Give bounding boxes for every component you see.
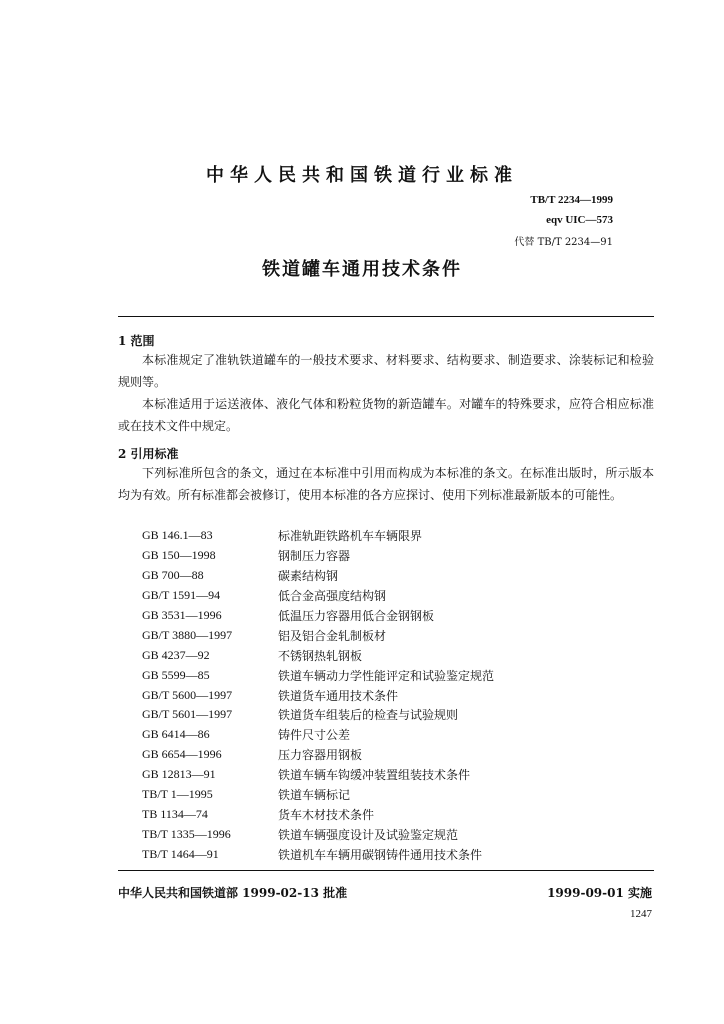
list-item	[142, 785, 572, 805]
reference-code: GB/T 3880—1997	[142, 627, 233, 642]
replaces-standard: 代替 TB/T 2234—91	[514, 237, 613, 248]
reference-title: 铁道车辆标记	[278, 788, 351, 803]
list-item	[142, 804, 572, 824]
reference-code: GB 3531—1996	[142, 608, 222, 622]
reference-code: GB 6654—1996	[142, 747, 222, 762]
list-item	[142, 526, 572, 546]
reference-code: TB 1134—74	[142, 806, 208, 821]
section-heading-scope: 1 范围	[118, 334, 155, 348]
reference-code: GB 150—1998	[142, 548, 216, 563]
reference-title: 标准轨距铁路机车车辆限界	[278, 529, 423, 544]
reference-code: GB/T 5600—1997	[142, 687, 233, 702]
reference-code: TB/T 1335—1996	[142, 826, 231, 841]
reference-title: 铁道车辆车钩缓冲装置组装技术条件	[278, 768, 471, 783]
list-item	[142, 645, 572, 665]
reference-title: 低合金高强度结构钢	[278, 589, 387, 604]
reference-code: GB 12813—91	[142, 767, 216, 782]
industry-standard-title: 中华人民共和国铁道行业标准	[206, 165, 518, 186]
reference-title: 铁道货车组装后的检查与试验规则	[278, 708, 459, 723]
page-number: 1247	[630, 908, 652, 920]
list-item	[142, 546, 572, 566]
reference-code: GB 700—88	[142, 568, 204, 583]
reference-code: GB/T 1591—94	[142, 588, 221, 603]
reference-code: GB 5599—85	[142, 667, 210, 682]
reference-title: 铁道车辆强度设计及试验鉴定规范	[278, 827, 459, 842]
reference-code: GB 4237—92	[142, 647, 210, 662]
list-item	[142, 606, 572, 626]
reference-title: 货车木材技术条件	[278, 807, 375, 822]
reference-list	[142, 526, 572, 864]
list-item	[142, 705, 572, 725]
list-item	[142, 566, 572, 586]
reference-title: 碳素结构钢	[278, 569, 339, 584]
scope-paragraph-1: 本标准规定了准轨铁道罐车的一般技术要求、材料要求、结构要求、制造要求、涂装标记和检验规则等。	[118, 353, 654, 389]
reference-title: 铁道车辆动力学性能评定和试验鉴定规范	[278, 668, 495, 683]
approval-line: 中华人民共和国铁道部 1999-02-13 批准	[118, 886, 348, 900]
reference-code: GB 146.1—83	[142, 528, 213, 543]
footer-divider	[118, 870, 654, 871]
equivalent-standard: eqv UIC—573	[546, 214, 613, 226]
list-item	[142, 685, 572, 705]
reference-code: GB 6414—86	[142, 727, 210, 742]
reference-code: TB/T 1—1995	[142, 787, 213, 802]
reference-title: 压力容器用钢板	[278, 748, 363, 763]
reference-title: 铁道机车车辆用碳钢铸件通用技术条件	[278, 847, 483, 862]
reference-title: 铝及铝合金轧制板材	[278, 628, 387, 643]
reference-title: 铁道货车通用技术条件	[278, 688, 399, 703]
reference-title: 铸件尺寸公差	[278, 728, 351, 743]
reference-code: GB/T 5601—1997	[142, 707, 233, 722]
effective-date: 1999-09-01 实施	[547, 886, 652, 900]
list-item	[142, 625, 572, 645]
list-item	[142, 765, 572, 785]
header-divider	[118, 316, 654, 317]
list-item	[142, 725, 572, 745]
list-item	[142, 586, 572, 606]
section-heading-references: 2 引用标准	[118, 447, 179, 461]
standard-number: TB/T 2234—1999	[530, 194, 613, 206]
reference-title: 不锈钢热轧钢板	[278, 648, 363, 663]
reference-title: 钢制压力容器	[278, 549, 351, 564]
list-item	[142, 745, 572, 765]
list-item	[142, 824, 572, 844]
references-intro-paragraph: 下列标准所包含的条文，通过在本标准中引用而构成为本标准的条文。在标准出版时，所示版本均为有效。所有标准都会被修订，使用本标准的各方应探讨、使用下列标准最新版本的可能性。	[118, 466, 654, 502]
list-item	[142, 844, 572, 864]
reference-code: TB/T 1464—91	[142, 846, 219, 861]
list-item	[142, 665, 572, 685]
scope-paragraph-2: 本标准适用于运送液体、液化气体和粉粒货物的新造罐车。对罐车的特殊要求，应符合相应标准或在技术文件中规定。	[118, 397, 654, 433]
reference-title: 低温压力容器用低合金钢钢板	[278, 609, 435, 623]
document-title: 铁道罐车通用技术条件	[262, 259, 462, 280]
